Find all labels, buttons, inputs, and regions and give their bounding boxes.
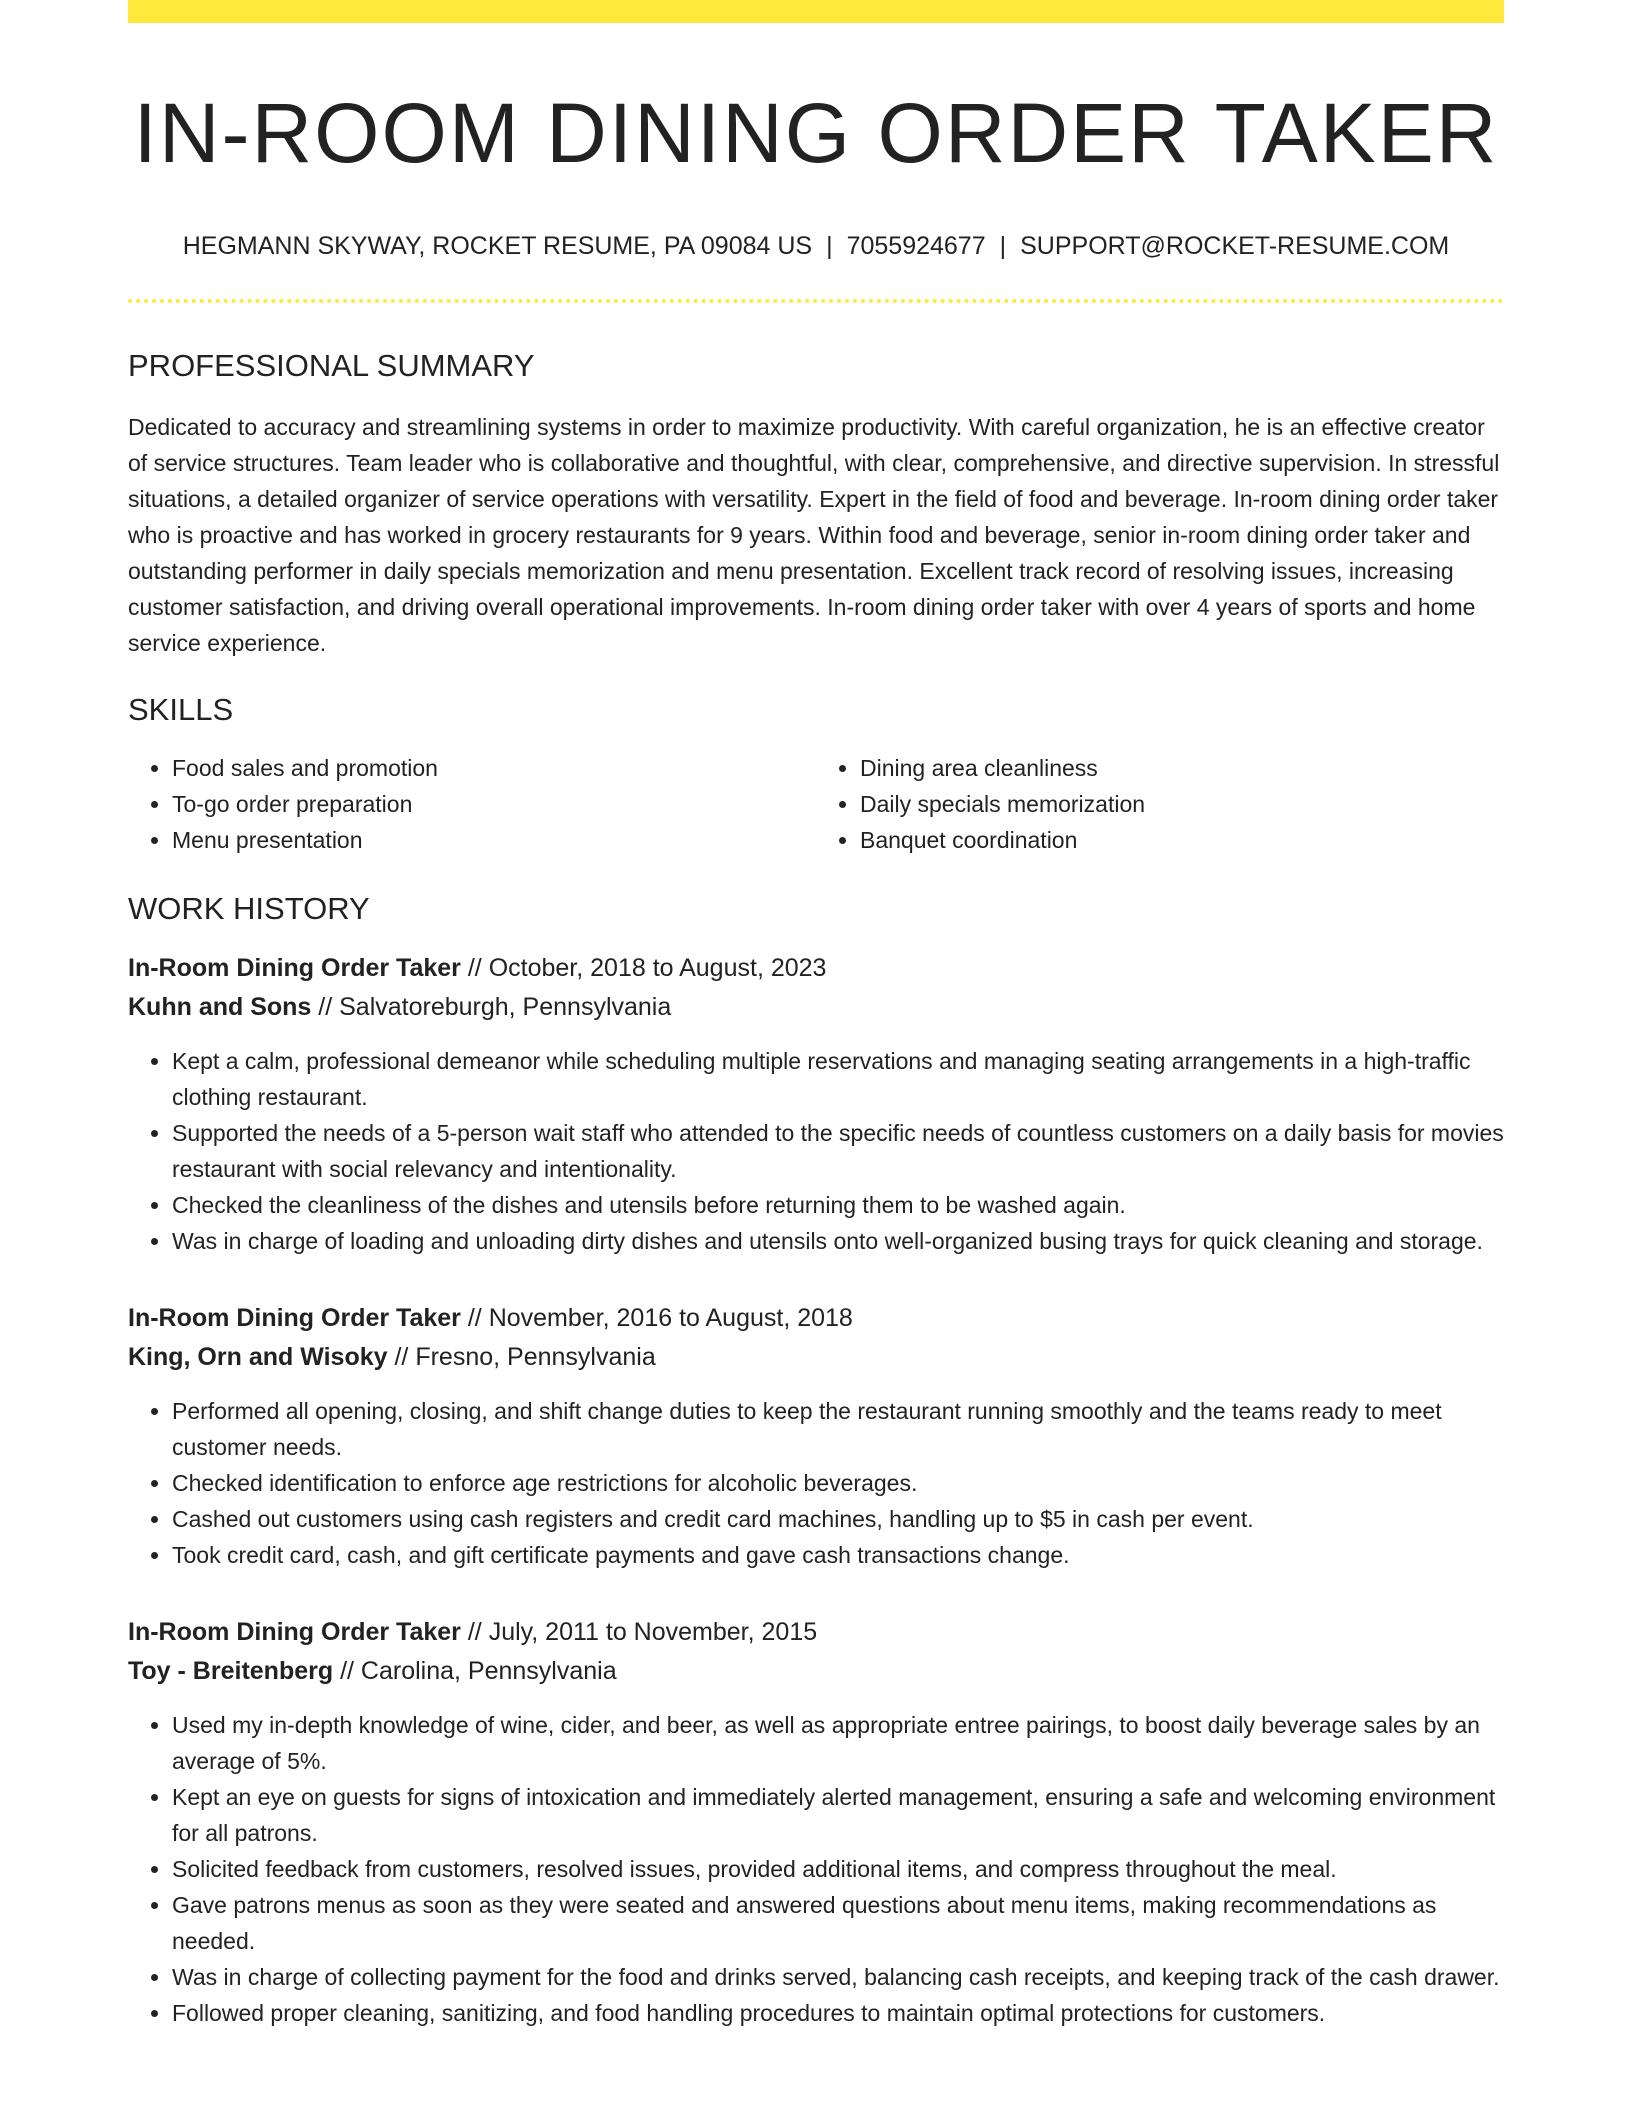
job-bullets: [128, 1043, 1504, 1259]
skill-item: • To-go order preparation: [172, 786, 816, 822]
job-company: Toy - Breitenberg: [128, 1656, 334, 1685]
job-title-line: [128, 1299, 1504, 1338]
job-bullet: • Checked identification to enforce age restrictions for alcoholic beverages.: [172, 1465, 1504, 1501]
summary-heading: PROFESSIONAL SUMMARY: [128, 348, 535, 384]
address: HEGMANN SKYWAY, ROCKET RESUME, PA 09084 US: [182, 232, 813, 261]
skill-item: • Dining area cleanliness: [860, 750, 1504, 786]
skills-column-right: [816, 750, 1504, 858]
candidate-name: IN-ROOM DINING ORDER TAKER: [133, 86, 1499, 180]
job-title: In-Room Dining Order Taker: [128, 1303, 461, 1332]
job-company-line: [128, 1652, 1504, 1691]
contact-separator: |: [999, 232, 1007, 261]
job-bullets: [128, 1707, 1504, 2031]
phone: 7055924677: [846, 232, 986, 261]
job-bullet: • Supported the needs of a 5-person wait staff who attended to the specific needs of countless customers on a daily basis for movies restaurant with social relevancy and intentionality.: [172, 1115, 1504, 1187]
skill-item: • Banquet coordination: [860, 822, 1504, 858]
job-bullet: • Cashed out customers using cash registers and credit card machines, handling up to $5 in cash per event.: [172, 1501, 1504, 1537]
summary-text: Dedicated to accuracy and streamlining systems in order to maximize productivity. With careful organization, he is an effective creator of service structures. Team leader who is collaborative and thoughtful, with clear, comprehensive, and directive supervision. In stressful situations, a detailed organizer of service operations with versatility. Expert in the field of food and beverage. In-room dining order taker who is proactive and has worked in grocery restaurants for 9 years. Within food and beverage, senior in-room dining order taker and outstanding performer in daily specials memorization and menu presentation. Excellent track record of resolving issues, increasing customer satisfaction, and driving overall operational improvements. In-room dining order taker with over 4 years of sports and home service experience.: [128, 413, 1500, 656]
job-company: Kuhn and Sons: [128, 992, 312, 1021]
job-bullet: • Solicited feedback from customers, resolved issues, provided additional items, and compress throughout the meal.: [172, 1851, 1504, 1887]
job-bullet: • Took credit card, cash, and gift certificate payments and gave cash transactions change.: [172, 1537, 1504, 1573]
email: SUPPORT@ROCKET-RESUME.COM: [1020, 232, 1450, 261]
job-title-line: [128, 949, 1504, 988]
job-bullet: • Kept a calm, professional demeanor while scheduling multiple reservations and managing seating arrangements in a high-traffic clothing restaurant.: [172, 1043, 1504, 1115]
job-entry: [128, 1613, 1504, 2031]
job-bullet: • Was in charge of loading and unloading dirty dishes and utensils onto well-organized busing trays for quick cleaning and storage.: [172, 1223, 1504, 1259]
job-bullet: • Followed proper cleaning, sanitizing, and food handling procedures to maintain optimal protections for customers.: [172, 1995, 1504, 2031]
resume-page: [128, 0, 1504, 2031]
skills-column-left: [128, 750, 816, 858]
job-bullet: • Kept an eye on guests for signs of intoxication and immediately alerted management, ensuring a safe and welcoming environment for all patrons.: [172, 1779, 1504, 1851]
skill-item: • Food sales and promotion: [172, 750, 816, 786]
job-company-line: [128, 988, 1504, 1027]
job-title-line: [128, 1613, 1504, 1652]
job-location: // Carolina, Pennsylvania: [333, 1656, 617, 1685]
job-location: // Salvatoreburgh, Pennsylvania: [311, 992, 672, 1021]
skills-list: [128, 750, 1504, 858]
job-bullet: • Used my in-depth knowledge of wine, cider, and beer, as well as appropriate entree pairings, to boost daily beverage sales by an average of 5%.: [172, 1707, 1504, 1779]
skills-heading: SKILLS: [128, 691, 234, 727]
job-dates: // October, 2018 to August, 2023: [460, 953, 827, 982]
top-accent-bar: [128, 0, 1504, 23]
skill-item: • Daily specials memorization: [860, 786, 1504, 822]
work-history-heading: WORK HISTORY: [128, 890, 370, 926]
job-company-line: [128, 1338, 1504, 1377]
job-entry: [128, 1299, 1504, 1573]
job-bullets: [128, 1393, 1504, 1573]
job-dates: // November, 2016 to August, 2018: [460, 1303, 853, 1332]
job-entry: [128, 949, 1504, 1259]
job-title: In-Room Dining Order Taker: [128, 1617, 461, 1646]
job-location: // Fresno, Pennsylvania: [387, 1342, 656, 1371]
contact-line: [128, 231, 1504, 261]
job-bullet: • Checked the cleanliness of the dishes and utensils before returning them to be washed again.: [172, 1187, 1504, 1223]
contact-separator: |: [826, 232, 833, 261]
job-bullet: • Gave patrons menus as soon as they were seated and answered questions about menu items, making recommendations as needed.: [172, 1887, 1504, 1959]
job-bullet: • Performed all opening, closing, and shift change duties to keep the restaurant running smoothly and the teams ready to meet customer needs.: [172, 1393, 1504, 1465]
skill-item: • Menu presentation: [172, 822, 816, 858]
job-dates: // July, 2011 to November, 2015: [460, 1617, 818, 1646]
dotted-divider: [128, 299, 1504, 303]
job-title: In-Room Dining Order Taker: [128, 953, 461, 982]
job-bullet: • Was in charge of collecting payment for the food and drinks served, balancing cash receipts, and keeping track of the cash drawer.: [172, 1959, 1504, 1995]
job-company: King, Orn and Wisoky: [128, 1342, 388, 1371]
